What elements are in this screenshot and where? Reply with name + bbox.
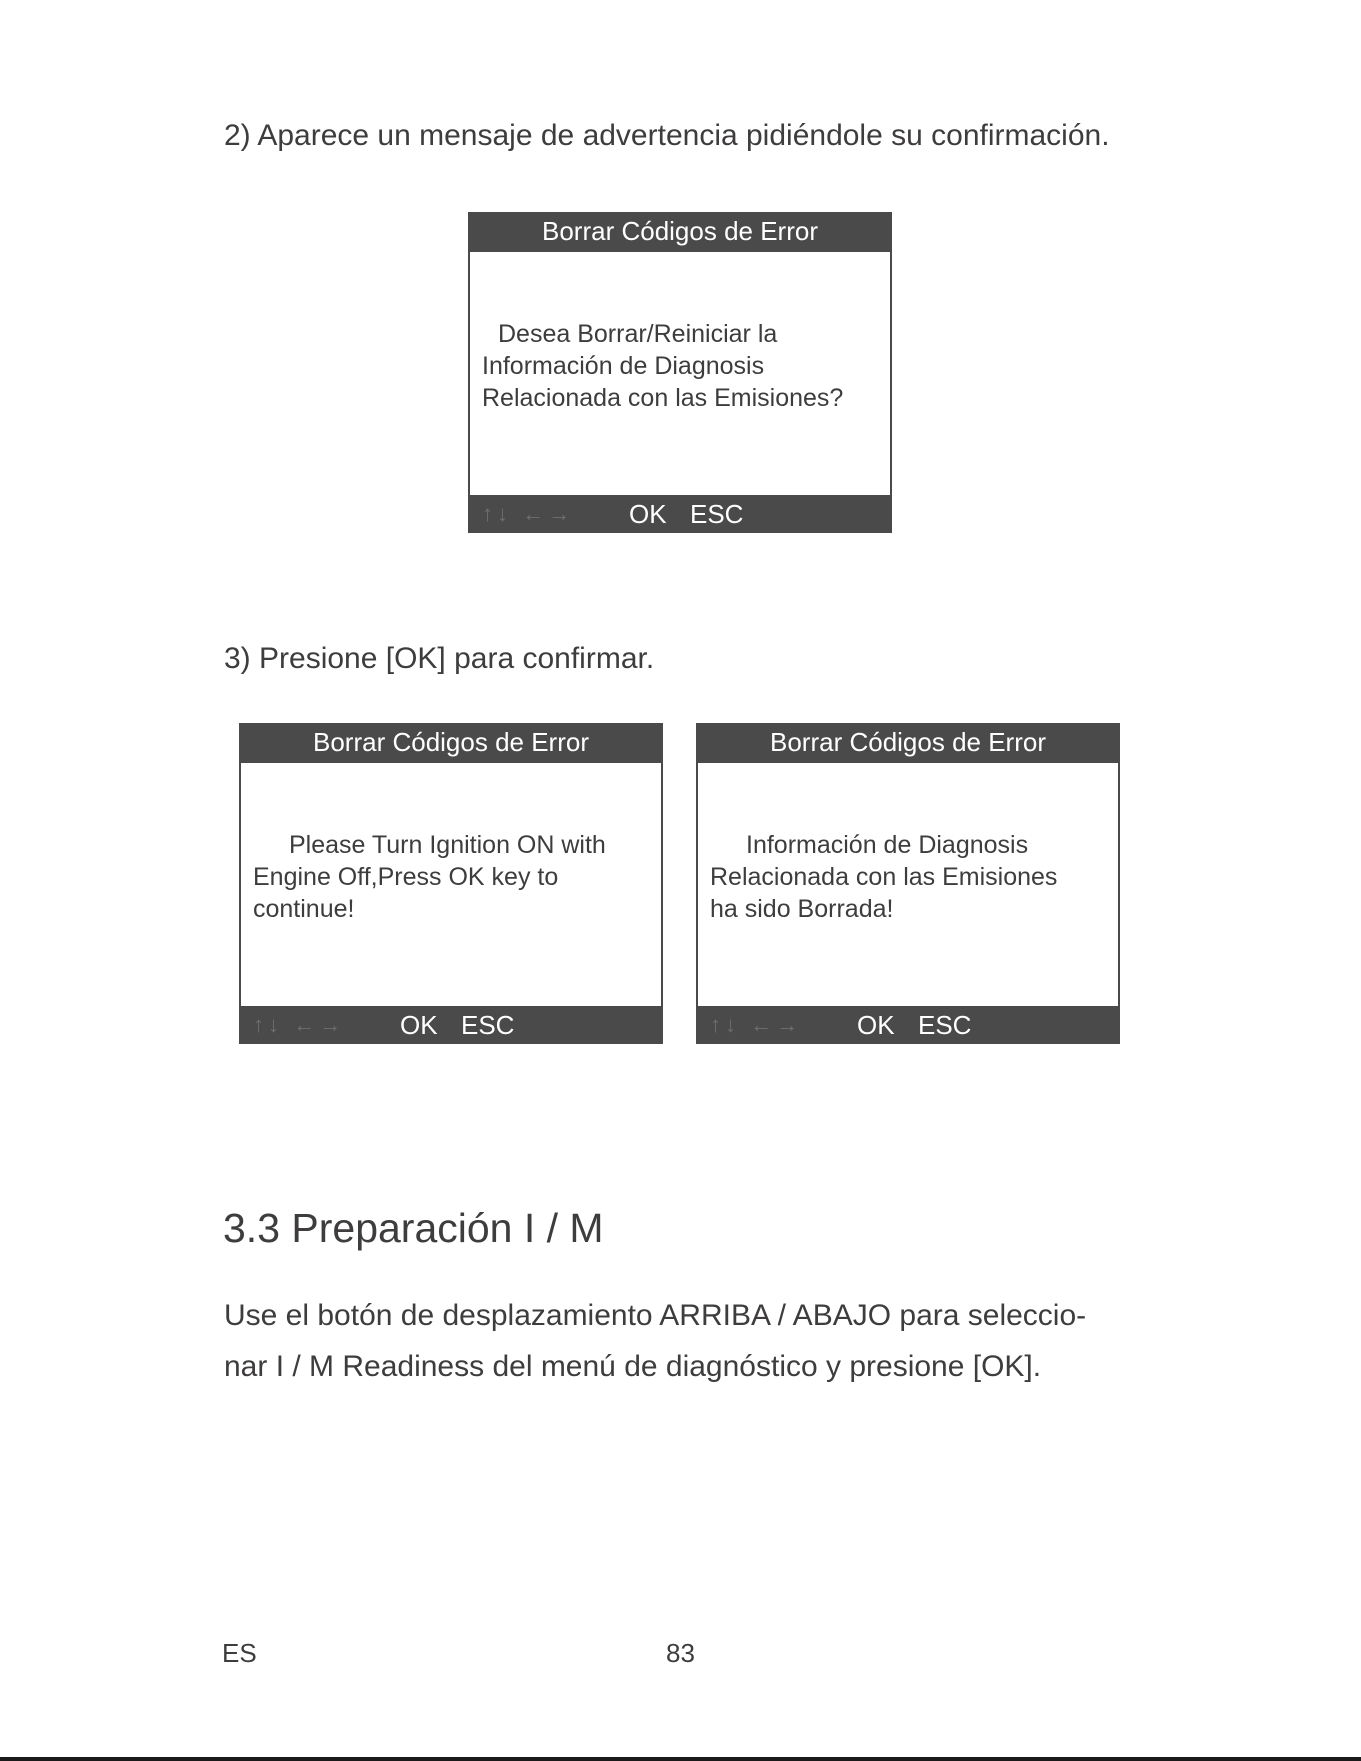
arrow-down-icon: ↓ [725,1012,740,1037]
message-line: Engine Off,Press OK key to [253,863,559,891]
arrow-left-icon: ← [293,1012,320,1037]
arrow-down-icon: ↓ [497,501,512,526]
ok-key-label: OK [629,499,667,529]
screen-footer [696,1006,1120,1044]
step-3-instruction: 3) Presione [OK] para confirmar. [224,642,655,675]
message-line: Relacionada con las Emisiones [710,863,1058,891]
screen-footer [239,1006,663,1044]
nav-arrows [253,1006,345,1044]
screen-body [698,763,1118,1006]
screen-title: Borrar Códigos de Error [542,216,818,246]
arrow-up-icon: ↑ [253,1012,268,1037]
message-line: Información de Diagnosis [482,352,765,380]
message-line: Relacionada con las Emisiones? [482,384,844,412]
scanner-screen-confirm [468,212,892,533]
arrow-left-icon: ← [750,1012,777,1037]
esc-key-label: ESC [690,499,744,529]
message-line: Please Turn Ignition ON with [289,831,606,859]
esc-key-label: ESC [918,1010,972,1040]
screen-message [253,829,653,925]
screen-title: Borrar Códigos de Error [770,727,1046,757]
screen-footer [468,495,892,533]
bottom-rule [0,1757,1361,1761]
message-line: continue! [253,895,355,923]
nav-arrows [710,1006,802,1044]
screen-body [470,252,890,495]
screen-body [241,763,661,1006]
arrow-up-icon: ↑ [482,501,497,526]
ok-key-label: OK [400,1010,438,1040]
message-line: Desea Borrar/Reiniciar la [498,320,778,348]
step-2-instruction: 2) Aparece un mensaje de advertencia pidiéndole su confirmación. [224,119,1110,152]
arrow-up-icon: ↑ [710,1012,725,1037]
body-line: nar I / M Readiness del menú de diagnóstico y presione [OK]. [224,1350,1042,1383]
screen-message [710,829,1110,925]
scanner-screen-ignition [239,723,663,1044]
footer-language: ES [222,1638,257,1668]
arrow-left-icon: ← [522,501,549,526]
ok-key-label: OK [857,1010,895,1040]
esc-key-label: ESC [461,1010,515,1040]
section-heading: 3.3 Preparación I / M [223,1205,604,1251]
screen-title: Borrar Códigos de Error [313,727,589,757]
arrow-right-icon: → [776,1012,803,1037]
message-line: ha sido Borrada! [710,895,894,923]
page-number: 83 [666,1638,695,1668]
screen-message [482,318,882,414]
body-line: Use el botón de desplazamiento ARRIBA / ABAJO para seleccio- [224,1299,1087,1332]
arrow-down-icon: ↓ [268,1012,283,1037]
message-line: Información de Diagnosis [746,831,1029,859]
section-body [224,1290,1144,1392]
arrow-right-icon: → [319,1012,346,1037]
arrow-right-icon: → [548,501,575,526]
nav-arrows [482,495,574,533]
scanner-screen-erased [696,723,1120,1044]
